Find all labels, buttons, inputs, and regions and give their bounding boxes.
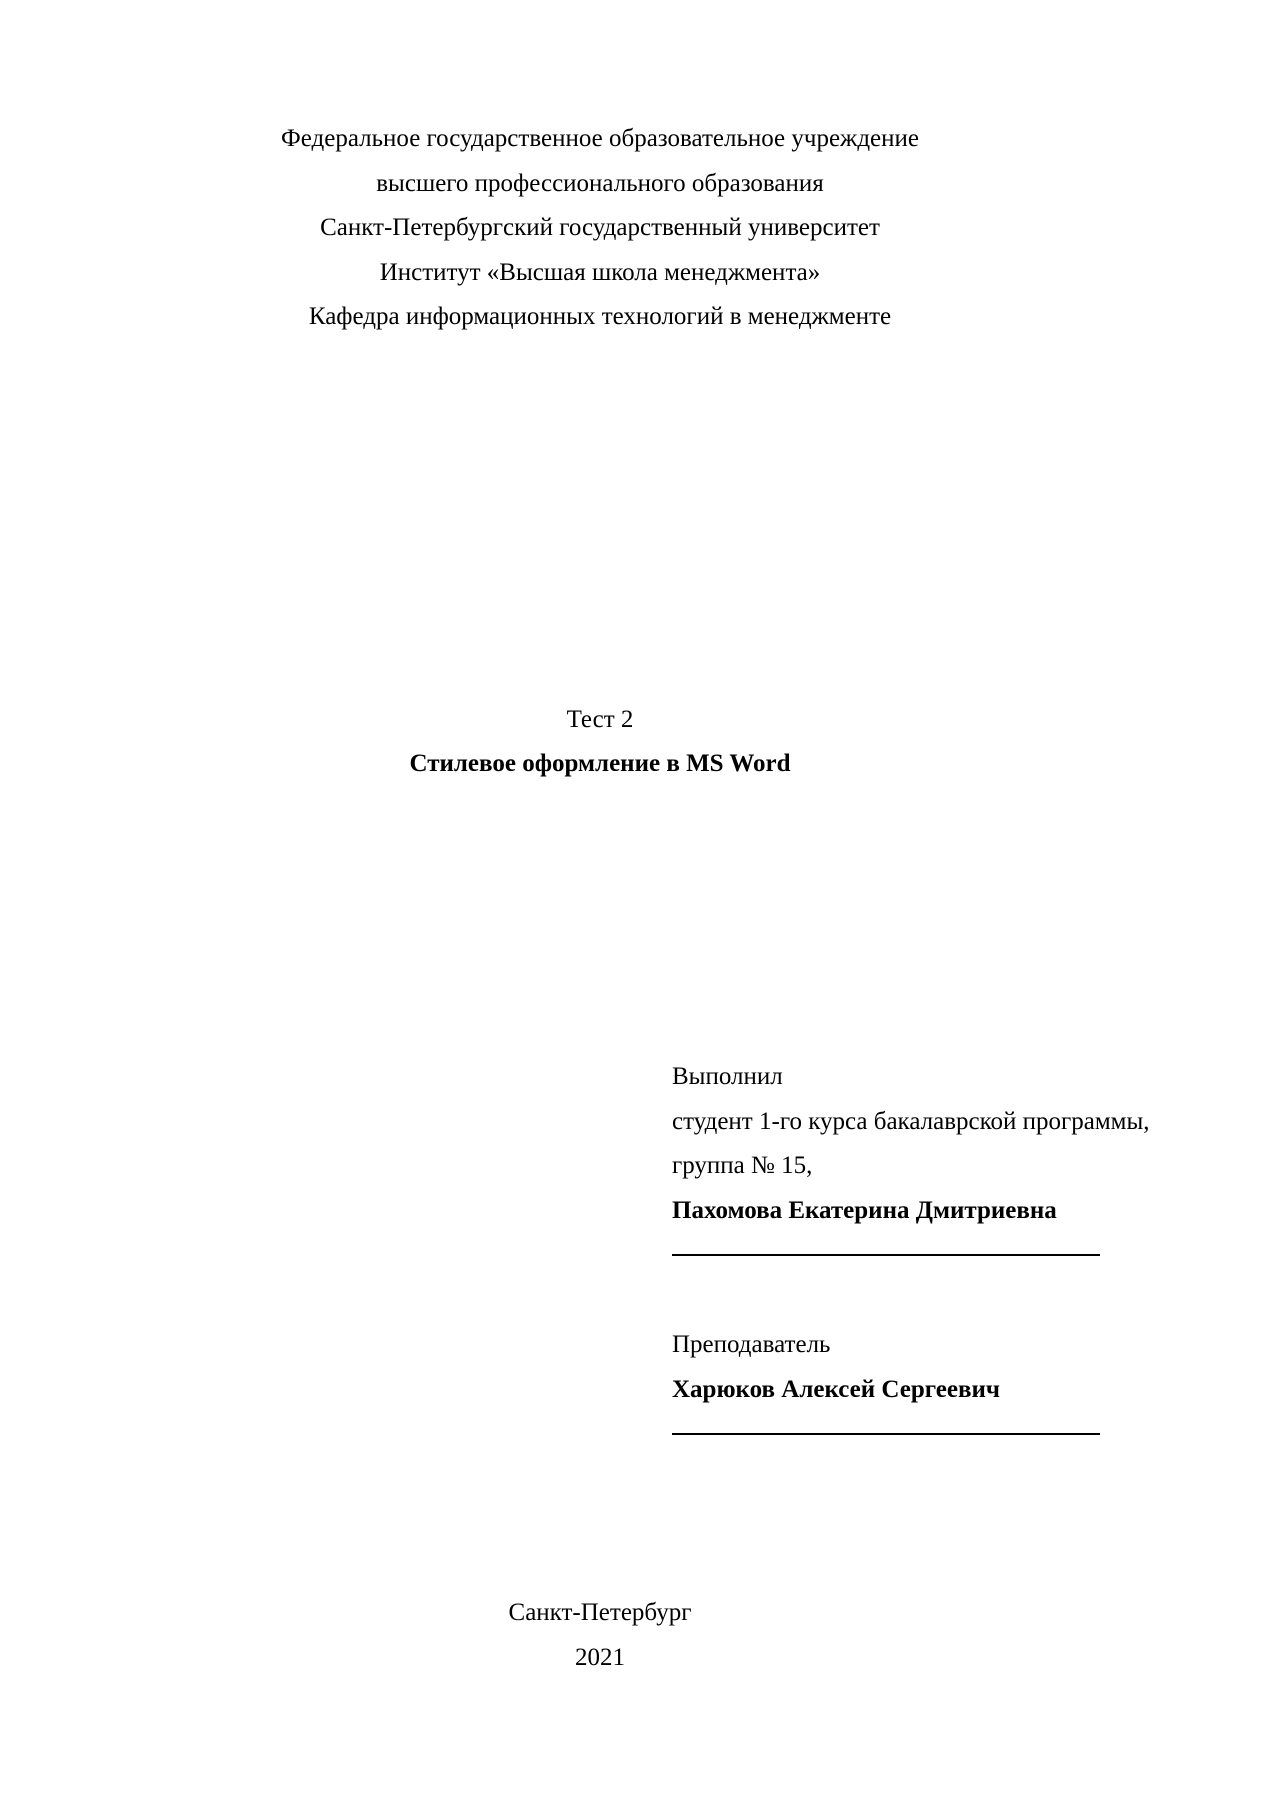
performer-block xyxy=(672,1062,1232,1256)
performer-name: Пахомова Екатерина Дмитриевна xyxy=(672,1196,1057,1224)
teacher-signature-line xyxy=(672,1433,1100,1435)
performer-label: Выполнил xyxy=(672,1063,783,1090)
teacher-name: Харюков Алексей Сергеевич xyxy=(672,1375,1000,1403)
header-line-education-level: высшего профессионального образования xyxy=(376,170,824,197)
performer-description: студент 1-го курса бакалаврской программы, xyxy=(672,1107,1150,1135)
work-title: Стилевое оформление в MS Word xyxy=(409,750,791,777)
header-line-university: Санкт-Петербургский государственный университет xyxy=(320,214,880,241)
performer-group: группа № 15, xyxy=(672,1152,813,1180)
footer-year: 2021 xyxy=(575,1644,625,1671)
header-line-institute: Институт «Высшая школа менеджмента» xyxy=(379,259,821,286)
footer-city: Санкт-Петербург xyxy=(508,1599,692,1626)
header-line-ministry: Федеральное государственное образовательное учреждение xyxy=(280,125,919,152)
test-label: Тест 2 xyxy=(566,706,634,733)
header-line-department: Кафедра информационных технологий в менеджменте xyxy=(308,303,892,330)
teacher-label: Преподаватель xyxy=(672,1331,831,1358)
performer-signature-line xyxy=(672,1254,1100,1256)
teacher-block xyxy=(672,1330,1232,1435)
